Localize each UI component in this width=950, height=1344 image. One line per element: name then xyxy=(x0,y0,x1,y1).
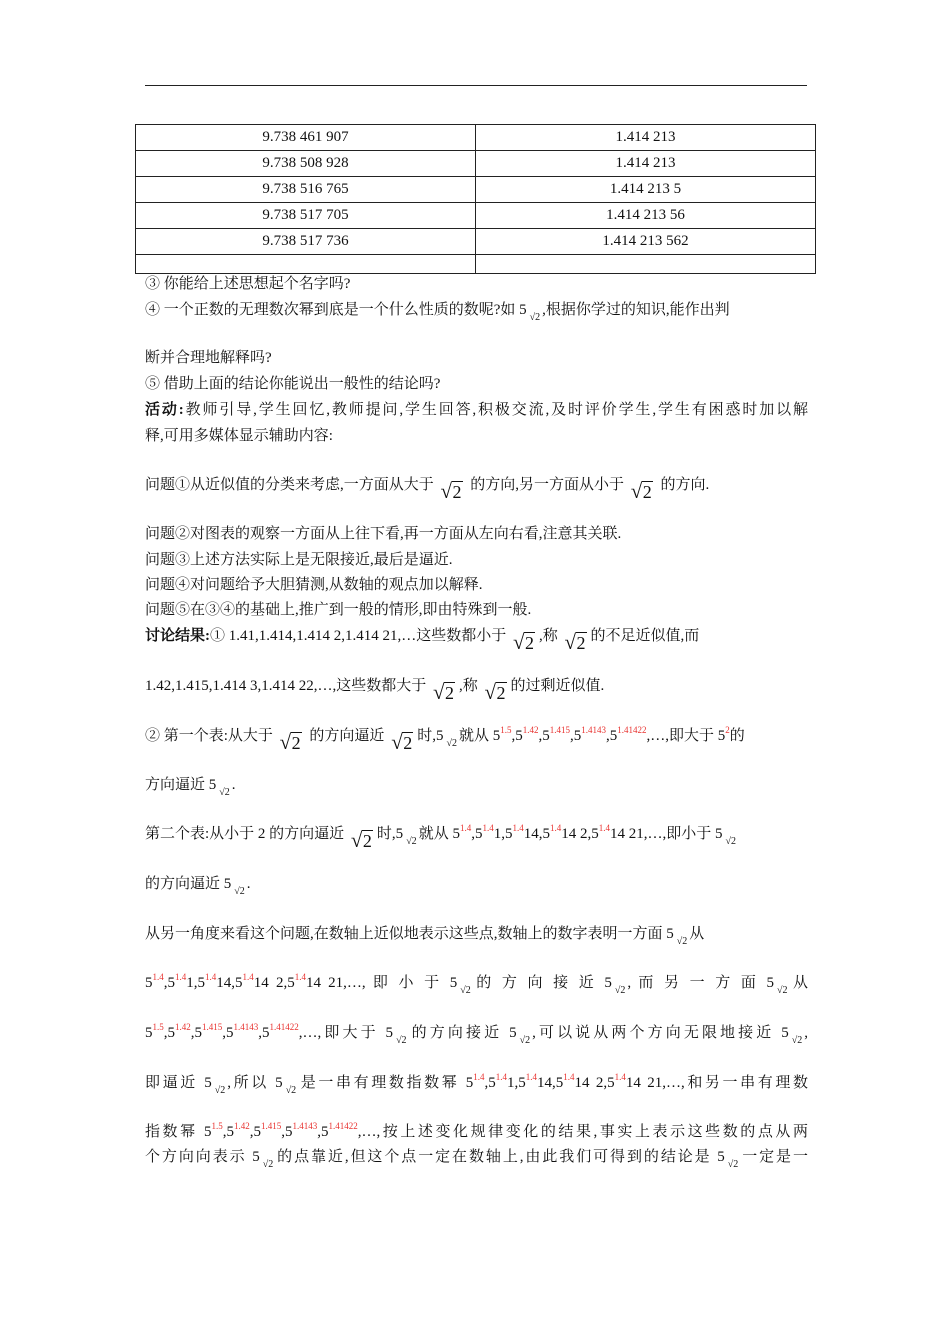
table-row xyxy=(136,203,816,229)
result-4-cont: $5^{1.5},5^{1.42},5^{1.415},5^{1.4143},5^{1.41422},\dots$,即大于 5 $_{√2}$ 的方向接近 5 $_{√2}$ ,可以说从两个方向无限地接近 5 $_{√2}$ , xyxy=(145,1022,808,1046)
question-5: ⑤ 借助上面的结论你能说出一般性的结论吗? xyxy=(145,376,441,392)
table-cell: 9.738 517 705 xyxy=(136,203,476,229)
problem-3: 问题③上述方法实际上是无限接近,最后是逼近. xyxy=(145,552,453,568)
table-cell: 1.414 213 562 xyxy=(476,229,816,255)
result-1-cont: 1.42,1.415,1.414 3,1.414 22,…,这些数都大于 √ 2 ,称 √ 2 的过剩近似值. xyxy=(145,675,808,698)
problem-2: 问题②对图表的观察一方面从上往下看,再一方面从左向右看,注意其关联. xyxy=(145,526,622,542)
sqrt-symbol: √ 2 xyxy=(281,732,302,754)
sqrt-symbol: √ 2 xyxy=(392,732,413,754)
result-3-cont: 的方向逼近 5 $_{√2}$ . xyxy=(145,876,251,897)
table-row xyxy=(136,151,816,177)
table-cell: 9.738 517 736 xyxy=(136,229,476,255)
table-row xyxy=(136,125,816,151)
table-cell: 1.414 213 xyxy=(476,151,816,177)
result-4-cont: $5^{1.4},5^{1.4}1,5^{1.4}14,5^{1.4}14$ $2,5^{1.4}14$ 21,…, 即 小 于 5 $_{√2}$ 的 方 向 接 近 5 $_{√2}$ , 而 另 一 方 面 5 $_{√2}$ 从 xyxy=(145,972,808,996)
result-6: 指数幂 $5^{1.5},5^{1.42},5^{1.415},5^{1.4143},5^{1.41422},\dots$,按上述变化规律变化的结果,事实上表示这些数的点从两 xyxy=(145,1121,808,1140)
table-cell: 1.414 213 xyxy=(476,125,816,151)
table-cell: 1.414 213 5 xyxy=(476,177,816,203)
question-4-cont: 断并合理地解释吗? xyxy=(145,350,272,366)
approximation-table xyxy=(135,124,816,274)
header-rule xyxy=(145,85,807,86)
sqrt-symbol: √ 2 xyxy=(486,682,507,704)
question-4: ④ 一个正数的无理数次幂到底是一个什么性质的数呢?如 5 $_{√2}$ ,根据你学过的知识,能作出判 xyxy=(145,302,730,323)
sqrt-symbol: √ 2 xyxy=(566,632,587,654)
table-row xyxy=(136,255,816,274)
table-row xyxy=(136,229,816,255)
table-cell: 1.414 213 56 xyxy=(476,203,816,229)
result-3: 第二个表:从小于 2 的方向逼近 √ 2 时,5 $_{√2}$ 就从 $5^{1.4},5^{1.4}1,5^{1.4}14,5^{1.4}14$ $2,5^{1.4}14$ 21,…,即小于 5 $_{√2}$ xyxy=(145,823,808,847)
problem-5: 问题⑤在③④的基础上,推广到一般的情形,即由特殊到一般. xyxy=(145,602,532,618)
table-cell: 9.738 516 765 xyxy=(136,177,476,203)
table-cell: 9.738 461 907 xyxy=(136,125,476,151)
result-2-cont: 方向逼近 5 $_{√2}$ . xyxy=(145,777,236,798)
result-7: 个方向向表示 5 $_{√2}$ 的点靠近,但这个点一定在数轴上,由此我们可得到的结论是 5 $_{√2}$ 一定是一 xyxy=(145,1149,808,1170)
sqrt-symbol: √ 2 xyxy=(514,632,535,654)
question-3: ③ 你能给上述思想起个名字吗? xyxy=(145,276,351,292)
sqrt-symbol: √ 2 xyxy=(442,481,463,503)
result-1: 讨论结果:① 1.41,1.414,1.414 2,1.414 21,…这些数都小于 √ 2 ,称 √ 2 的不足近似值,而 xyxy=(145,625,808,648)
table-row xyxy=(136,177,816,203)
table-cell: 9.738 508 928 xyxy=(136,151,476,177)
result-4: 从另一角度来看这个问题,在数轴上近似地表示这些点,数轴上的数字表明一方面 5 $_{√2}$ 从 xyxy=(145,926,705,947)
result-2: ② 第一个表:从大于 √ 2 的方向逼近 √ 2 时,5 $_{√2}$ 就从 $5^{1.5},5^{1.42},5^{1.415},5^{1.4143},5^{1.41422},\dots$,即大于 $5^2$的 xyxy=(145,725,808,749)
sqrt-symbol: √ 2 xyxy=(434,682,455,704)
result-5: 即逼近 5 $_{√2}$ ,所以 5 $_{√2}$ 是一串有理数指数幂 $5^{1.4},5^{1.4}1,5^{1.4}14,5^{1.4}14$ $2,5^{1.4}14$ 21,…,和另一串有理数 xyxy=(145,1072,809,1096)
table-cell xyxy=(136,255,476,274)
problem-1: 问题①从近似值的分类来考虑,一方面从大于 √ 2 的方向,另一方面从小于 √ 2 的方向. xyxy=(145,474,808,497)
activity-paragraph-cont: 释,可用多媒体显示辅助内容: xyxy=(145,428,333,444)
problem-4: 问题④对问题给予大胆猜测,从数轴的观点加以解释. xyxy=(145,577,483,593)
activity-paragraph: 活动:教师引导,学生回忆,教师提问,学生回答,积极交流,及时评价学生,学生有困惑时加以解 xyxy=(145,402,808,418)
table-cell xyxy=(476,255,816,274)
sqrt-symbol: √ 2 xyxy=(632,481,653,503)
sqrt-symbol: √ 2 xyxy=(352,830,373,852)
